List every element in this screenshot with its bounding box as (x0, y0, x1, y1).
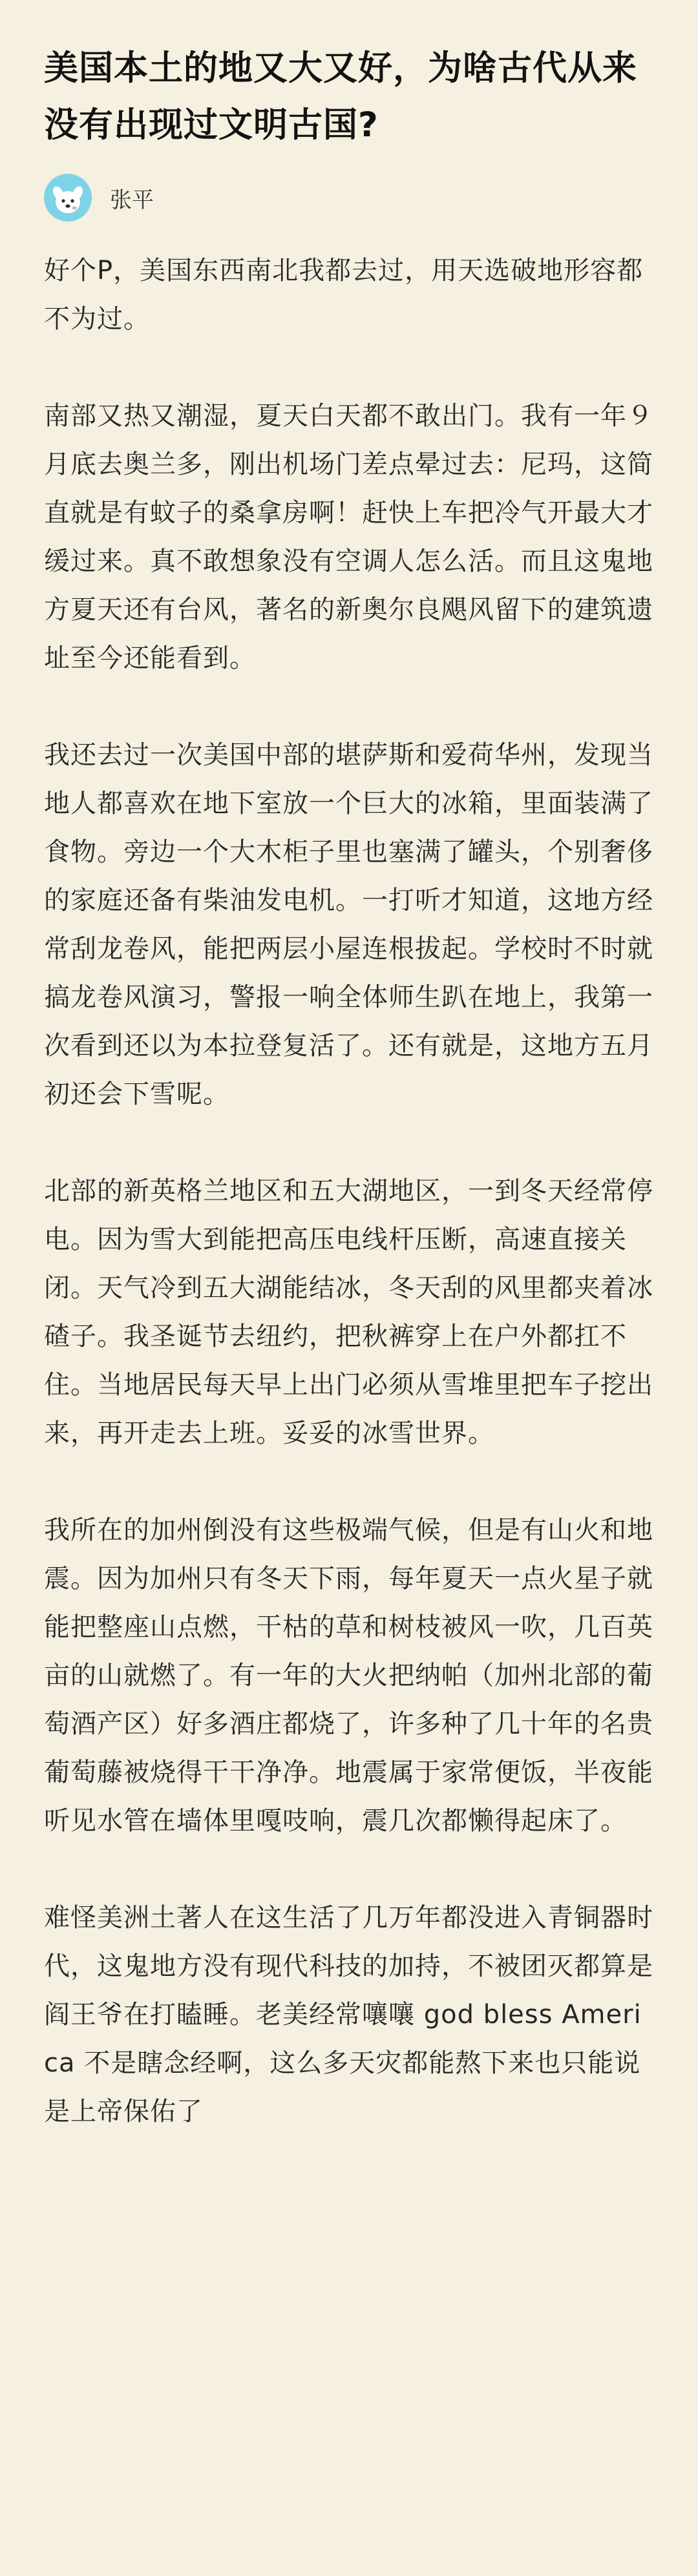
article-body (44, 247, 654, 2136)
author-name[interactable]: 张平 (110, 187, 154, 213)
paragraph: 我还去过一次美国中部的堪萨斯和爱荷华州，发现当地人都喜欢在地下室放一个巨大的冰箱，里面装满了食物。旁边一个大木柜子里也塞满了罐头，个别奢侈的家庭还备有柴油发电机。一打听才知道，这地方经常刮龙卷风，能把两层小屋连根拔起。学校时不时就搞龙卷风演习，警报一响全体师生趴在地上，我第一次看到还以为本拉登复活了。还有就是，这地方五月初还会下雪呢。 (44, 740, 653, 1109)
paragraph: 我所在的加州倒没有这些极端气候，但是有山火和地震。因为加州只有冬天下雨，每年夏天一点火星子就能把整座山点燃，干枯的草和树枝被风一吹，几百英亩的山就燃了。有一年的大火把纳帕（加州北部的葡萄酒产区）好多酒庄都烧了，许多种了几十年的名贵葡萄藤被烧得干干净净。地震属于家常便饭，半夜能听见水管在墙体里嘎吱响，震几次都懒得起床了。 (44, 1515, 653, 1836)
avatar-graphic (44, 174, 92, 222)
paragraph: 难怪美洲土著人在这生活了几万年都没进入青铜器时代，这鬼地方没有现代科技的加持，不被团灭都算是阎王爷在打瞌睡。老美经常嚷嚷 god bless America 不是瞎念经啊，这么多天灾都能熬下来也只能说是上帝保佑了 (44, 1903, 653, 2126)
paragraph: 好个P，美国东西南北我都去过，用天选破地形容都不为过。 (44, 256, 644, 334)
paragraph: 北部的新英格兰地区和五大湖地区，一到冬天经常停电。因为雪大到能把高压电线杆压断，高速直接关闭。天气冷到五大湖能结冰，冬天刮的风里都夹着冰碴子。我圣诞节去纽约，把秋裤穿上在户外都扛不住。当地居民每天早上出门必须从雪堆里把车子挖出来，再开走去上班。妥妥的冰雪世界。 (44, 1176, 653, 1448)
author-row[interactable] (44, 173, 654, 222)
article-title: 美国本土的地又大又好，为啥古代从来没有出现过文明古国? (44, 48, 637, 145)
dog-avatar-icon[interactable] (44, 174, 92, 222)
paragraph: 南部又热又潮湿，夏天白天都不敢出门。我有一年９月底去奥兰多，刚出机场门差点晕过去：尼玛，这简直就是有蚊子的桑拿房啊！赶快上车把冷气开最大才缓过来。真不敢想象没有空调人怎么活。而且这鬼地方夏天还有台风，著名的新奥尔良飓风留下的建筑遗址至今还能看到。 (44, 401, 653, 673)
